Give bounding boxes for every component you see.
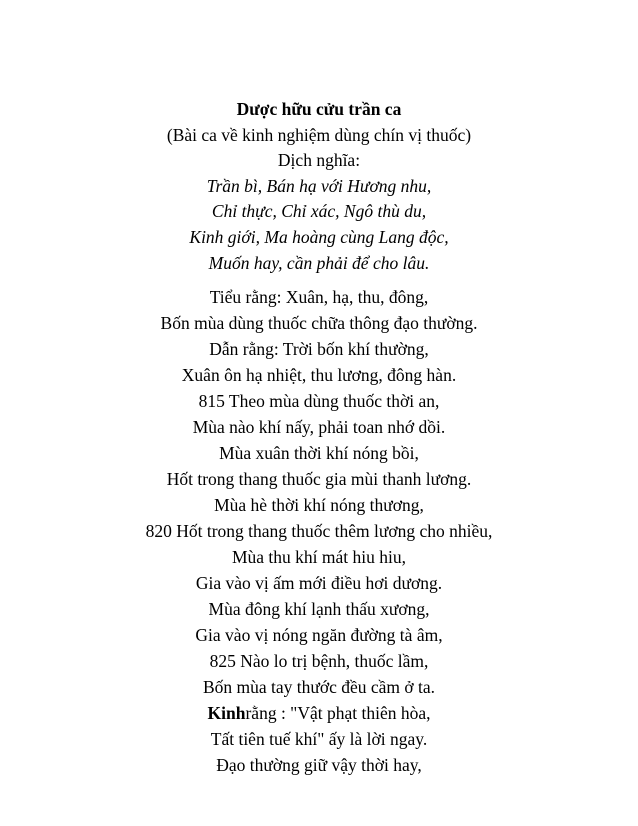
verse-line: Hốt trong thang thuốc gia mùi thanh lương. (166, 469, 472, 489)
translation-line: Chỉ thực, Chỉ xác, Ngô thù du, (211, 201, 427, 222)
verse-line: Dẫn rằng: Trời bốn khí thường, (209, 339, 429, 359)
verse-line: Bốn mùa tay thước đều cầm ở ta. (202, 677, 436, 697)
verse-line: 820 Hốt trong thang thuốc thêm lương cho nhiều, (145, 521, 493, 541)
verse-line: Gia vào vị ấm mới điều hơi dương. (195, 573, 443, 593)
verse-line: Mùa hè thời khí nóng thương, (214, 495, 424, 515)
poem-header-block (0, 97, 638, 276)
verse-line: Mùa nào khí nấy, phải toan nhớ dồi. (192, 417, 446, 437)
translation-line: Kinh giới, Ma hoàng cùng Lang độc, (189, 226, 449, 247)
translation-line: Trần bì, Bán hạ với Hương nhu, (206, 175, 432, 196)
verse-block (0, 284, 638, 778)
verse-line: Mùa xuân thời khí nóng bồi, (219, 443, 419, 463)
verse-line: Tiểu rằng: Xuân, hạ, thu, đông, (209, 287, 429, 307)
verse-line: 825 Nào lo trị bệnh, thuốc lầm, (209, 651, 429, 671)
verse-line: Bốn mùa dùng thuốc chữa thông đạo thường. (160, 313, 478, 333)
verse-line: Xuân ôn hạ nhiệt, thu lương, đông hàn. (181, 365, 457, 385)
poem-subtitle: (Bài ca về kinh nghiệm dùng chín vị thuốc) (166, 124, 472, 145)
verse-line: Mùa thu khí mát hiu hiu, (231, 547, 407, 567)
translation-line: Muốn hay, cần phải để cho lâu. (208, 252, 430, 273)
kinh-line (0, 700, 638, 726)
poem-title: Dược hữu cửu trần ca (236, 99, 402, 119)
kinh-bold-word: Kinh (207, 703, 246, 723)
closing-line: Tất tiên tuế khí" ấy là lời ngay. (210, 729, 428, 749)
verse-line: Mùa đông khí lạnh thấu xương, (208, 599, 430, 619)
translation-label: Dịch nghĩa: (277, 150, 361, 171)
verse-line: Gia vào vị nóng ngăn đường tà âm, (195, 625, 443, 645)
verse-line: 815 Theo mùa dùng thuốc thời an, (198, 391, 440, 411)
kinh-line-rest: rằng : "Vật phạt thiên hòa, (245, 703, 431, 723)
closing-line: Đạo thường giữ vậy thời hay, (216, 755, 422, 775)
